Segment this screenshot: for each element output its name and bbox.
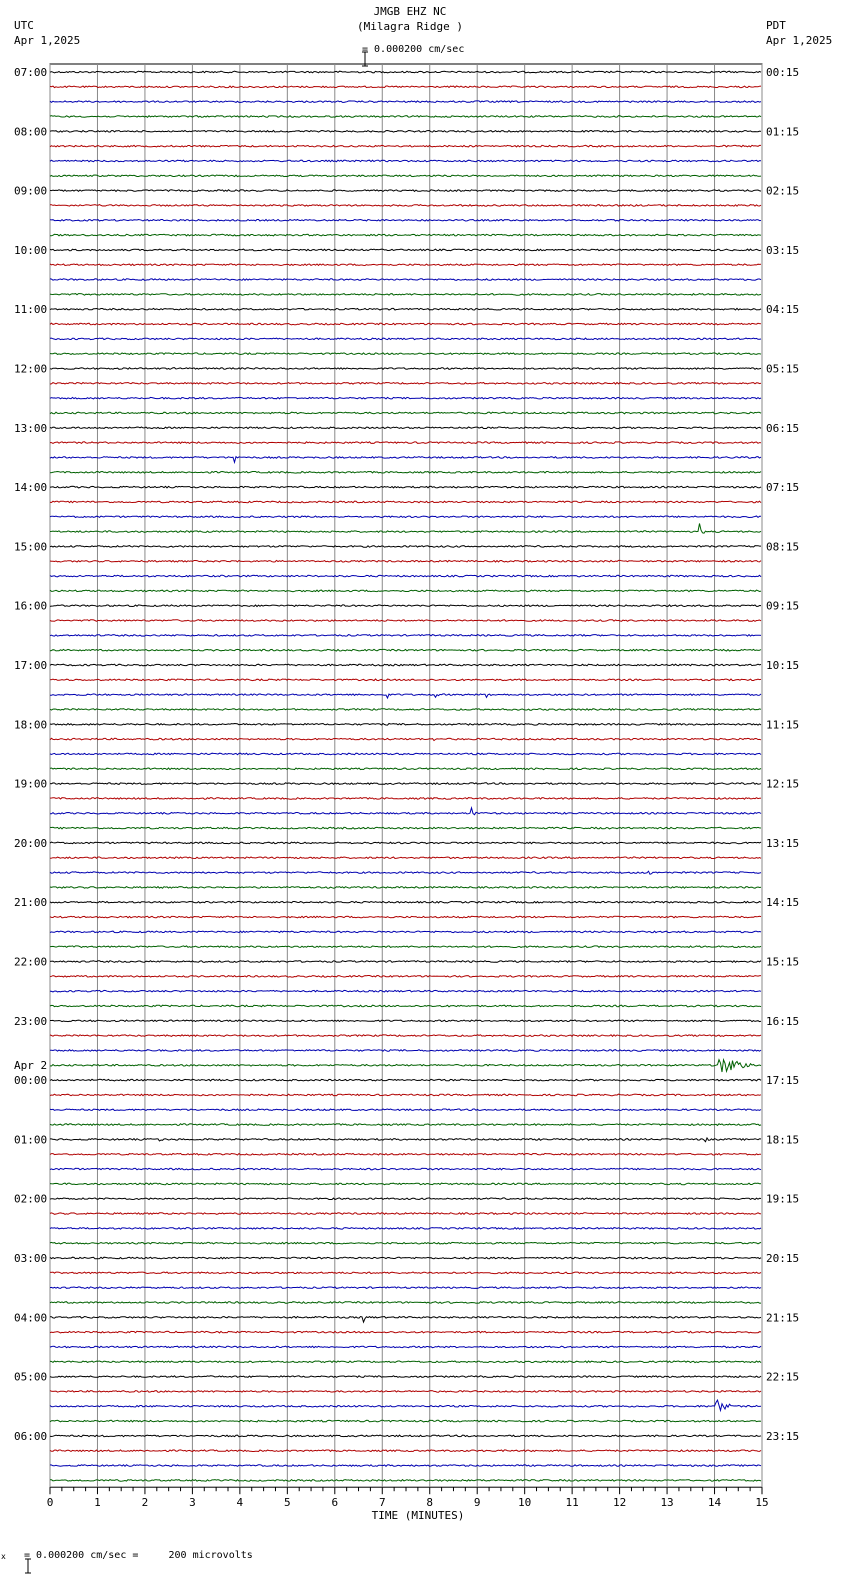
trace-line xyxy=(50,546,761,548)
trace-line xyxy=(50,516,761,518)
trace-line xyxy=(50,264,761,266)
trace-line xyxy=(50,1272,761,1274)
trace-line xyxy=(50,798,761,800)
utc-hour-label: 08:00 xyxy=(14,125,48,139)
trace-line xyxy=(50,368,761,370)
trace-line xyxy=(50,145,761,147)
utc-hour-label: 12:00 xyxy=(14,362,48,376)
utc-hour-label: 06:00 xyxy=(14,1429,48,1443)
x-tick-label: 12 xyxy=(612,1496,627,1510)
scale-value: = 0.000200 cm/sec xyxy=(362,44,465,55)
x-tick-label: 10 xyxy=(518,1496,532,1510)
trace-line xyxy=(50,524,761,534)
x-tick-label: 14 xyxy=(707,1496,722,1510)
trace-line xyxy=(50,1257,761,1259)
trace-line xyxy=(50,427,761,429)
utc-hour-label: 19:00 xyxy=(14,777,48,791)
pdt-hour-label: 16:15 xyxy=(766,1014,800,1028)
utc-hour-label: 22:00 xyxy=(14,955,48,969)
utc-hour-label: 01:00 xyxy=(14,1133,48,1147)
utc-hour-label: 09:00 xyxy=(14,184,48,198)
trace-line xyxy=(50,694,761,698)
utc-hour-label: 16:00 xyxy=(14,599,48,613)
pdt-hour-label: 04:15 xyxy=(766,303,800,317)
trace-line xyxy=(50,931,761,933)
utc-hour-label: 14:00 xyxy=(14,481,48,495)
trace-line xyxy=(50,664,761,666)
trace-line xyxy=(50,1480,761,1482)
time-axis xyxy=(47,1487,769,1509)
pdt-hour-label: 23:15 xyxy=(766,1429,800,1443)
pdt-hour-label: 07:15 xyxy=(766,481,800,495)
pdt-hour-label: 13:15 xyxy=(766,836,800,850)
trace-line xyxy=(50,946,761,948)
trace-line xyxy=(50,620,761,622)
utc-hour-label: 13:00 xyxy=(14,421,48,435)
x-tick-label: 5 xyxy=(284,1496,291,1510)
x-tick-label: 11 xyxy=(565,1496,579,1510)
utc-hour-label: 18:00 xyxy=(14,718,48,732)
trace-line xyxy=(50,1050,761,1052)
trace-line xyxy=(50,575,761,577)
trace-line xyxy=(50,738,761,740)
trace-line xyxy=(50,116,761,118)
pdt-hour-label: 01:15 xyxy=(766,125,800,139)
trace-line xyxy=(50,857,761,859)
pdt-hour-label: 05:15 xyxy=(766,362,800,376)
trace-line xyxy=(50,871,761,874)
trace-line xyxy=(50,1242,761,1244)
trace-line xyxy=(50,294,761,296)
pdt-hour-label: 22:15 xyxy=(766,1370,800,1384)
trace-line xyxy=(50,323,761,325)
trace-line xyxy=(50,783,761,785)
trace-line xyxy=(50,1079,761,1081)
trace-line xyxy=(50,501,761,503)
trace-line xyxy=(50,827,761,829)
trace-line xyxy=(50,887,761,889)
pdt-hour-label: 17:15 xyxy=(766,1074,800,1088)
trace-line xyxy=(50,560,761,562)
trace-line xyxy=(50,724,761,726)
x-tick-label: 6 xyxy=(331,1496,339,1510)
trace-line xyxy=(50,709,761,711)
trace-line xyxy=(50,101,761,103)
trace-line xyxy=(50,590,761,592)
trace-line xyxy=(50,1391,761,1393)
trace-line xyxy=(50,160,761,162)
trace-line xyxy=(50,220,761,222)
trace-line xyxy=(50,1435,761,1437)
trace-line xyxy=(50,768,761,770)
trace-line xyxy=(50,1213,761,1215)
pdt-hour-label: 14:15 xyxy=(766,896,800,910)
left-date: Apr 1,2025 xyxy=(14,34,81,47)
footer-scale-note: = 0.000200 cm/sec = 200 microvolts xyxy=(24,1550,253,1561)
x-tick-label: 13 xyxy=(660,1496,674,1510)
x-tick-label: 4 xyxy=(236,1496,244,1510)
utc-hour-label: 10:00 xyxy=(14,243,48,257)
trace-line xyxy=(50,976,761,978)
utc-hour-label: 00:00 xyxy=(14,1074,48,1088)
utc-hour-label: 02:00 xyxy=(14,1192,48,1206)
trace-line xyxy=(50,679,761,681)
trace-line xyxy=(50,71,761,73)
pdt-hour-label: 06:15 xyxy=(766,421,800,435)
pdt-hour-label: 03:15 xyxy=(766,243,800,257)
pdt-hour-label: 20:15 xyxy=(766,1252,800,1265)
trace-line xyxy=(50,190,761,192)
trace-line xyxy=(50,901,761,903)
utc-hour-label: 20:00 xyxy=(14,836,48,850)
utc-hour-label: 11:00 xyxy=(14,303,48,317)
pdt-hour-label: 00:15 xyxy=(766,66,800,79)
pdt-hour-label: 19:15 xyxy=(766,1192,800,1206)
utc-hour-label: 05:00 xyxy=(14,1370,48,1384)
trace-line xyxy=(50,961,761,963)
utc-hour-label: 04:00 xyxy=(14,1311,48,1325)
trace-line xyxy=(50,1168,761,1170)
trace-line xyxy=(50,1317,761,1323)
trace-line xyxy=(50,1035,761,1037)
x-tick-label: 8 xyxy=(426,1496,434,1510)
pdt-hour-label: 12:15 xyxy=(766,777,800,791)
trace-line xyxy=(50,353,761,355)
trace-line xyxy=(50,131,761,133)
trace-line xyxy=(50,205,761,207)
utc-hour-label: 07:00 xyxy=(14,66,48,79)
right-date: Apr 1,2025 xyxy=(766,34,833,47)
trace-line xyxy=(50,1020,761,1022)
trace-line xyxy=(50,86,761,88)
trace-line xyxy=(50,1198,761,1200)
trace-line xyxy=(50,1124,761,1126)
trace-line xyxy=(50,1465,761,1467)
utc-hour-label: 15:00 xyxy=(14,540,48,554)
trace-line xyxy=(50,1302,761,1304)
trace-line xyxy=(50,1060,761,1072)
utc-hour-label: 17:00 xyxy=(14,659,48,672)
trace-line xyxy=(50,649,761,651)
trace-line xyxy=(50,383,761,385)
trace-line xyxy=(50,1361,761,1363)
trace-line xyxy=(50,1109,761,1111)
pdt-hour-label: 10:15 xyxy=(766,659,800,672)
day-break-label: Apr 2 xyxy=(14,1059,48,1073)
station-location: (Milagra Ridge ) xyxy=(357,20,463,33)
trace-line xyxy=(50,842,761,844)
pdt-hour-label: 08:15 xyxy=(766,540,800,554)
trace-line xyxy=(50,1346,761,1348)
utc-hour-label: 21:00 xyxy=(14,896,48,910)
utc-hour-label: 23:00 xyxy=(14,1014,48,1028)
trace-line xyxy=(50,990,761,992)
footer-marker: x xyxy=(1,1552,6,1561)
pdt-hour-label: 18:15 xyxy=(766,1133,800,1147)
x-axis-label: TIME (MINUTES) xyxy=(371,1509,465,1522)
pdt-hour-label: 15:15 xyxy=(766,955,800,969)
trace-line xyxy=(50,1376,761,1378)
x-tick-label: 2 xyxy=(141,1496,149,1510)
pdt-hour-label: 21:15 xyxy=(766,1311,800,1325)
trace-line xyxy=(50,1094,761,1096)
trace-line xyxy=(50,1228,761,1230)
x-tick-label: 7 xyxy=(378,1496,386,1510)
trace-line xyxy=(50,1153,761,1155)
utc-hour-label: 03:00 xyxy=(14,1252,48,1265)
trace-line xyxy=(50,457,761,463)
scale-bar-icon xyxy=(348,38,356,54)
seismic-traces xyxy=(50,71,761,1481)
trace-line xyxy=(50,412,761,414)
trace-line xyxy=(50,1005,761,1007)
pdt-hour-label: 11:15 xyxy=(766,718,800,732)
trace-line xyxy=(50,308,761,310)
x-tick-label: 0 xyxy=(46,1496,54,1510)
trace-line xyxy=(50,338,761,340)
trace-line xyxy=(50,635,761,637)
right-timezone: PDT xyxy=(766,19,786,32)
trace-line xyxy=(50,1420,761,1422)
x-tick-label: 9 xyxy=(473,1496,481,1510)
x-tick-label: 3 xyxy=(189,1496,196,1510)
trace-line xyxy=(50,279,761,281)
trace-line xyxy=(50,442,761,444)
trace-line xyxy=(50,472,761,474)
footer-scale-icon xyxy=(11,1545,19,1561)
trace-line xyxy=(50,486,761,488)
trace-line xyxy=(50,175,761,177)
trace-line xyxy=(50,605,761,607)
station-title: JMGB EHZ NC xyxy=(373,5,447,18)
trace-line xyxy=(50,234,761,236)
trace-line xyxy=(50,1450,761,1452)
trace-line xyxy=(50,1287,761,1289)
trace-line xyxy=(50,397,761,399)
trace-line xyxy=(50,1138,761,1142)
pdt-hour-label: 02:15 xyxy=(766,184,800,198)
trace-line xyxy=(50,1183,761,1185)
trace-line xyxy=(50,753,761,755)
left-timezone: UTC xyxy=(14,19,34,32)
trace-line xyxy=(50,249,761,251)
x-tick-label: 1 xyxy=(94,1496,101,1510)
pdt-hour-label: 09:15 xyxy=(766,599,800,613)
trace-line xyxy=(50,916,761,918)
x-tick-label: 15 xyxy=(755,1496,769,1510)
trace-line xyxy=(50,1400,761,1410)
trace-line xyxy=(50,1331,761,1333)
trace-line xyxy=(50,808,761,815)
